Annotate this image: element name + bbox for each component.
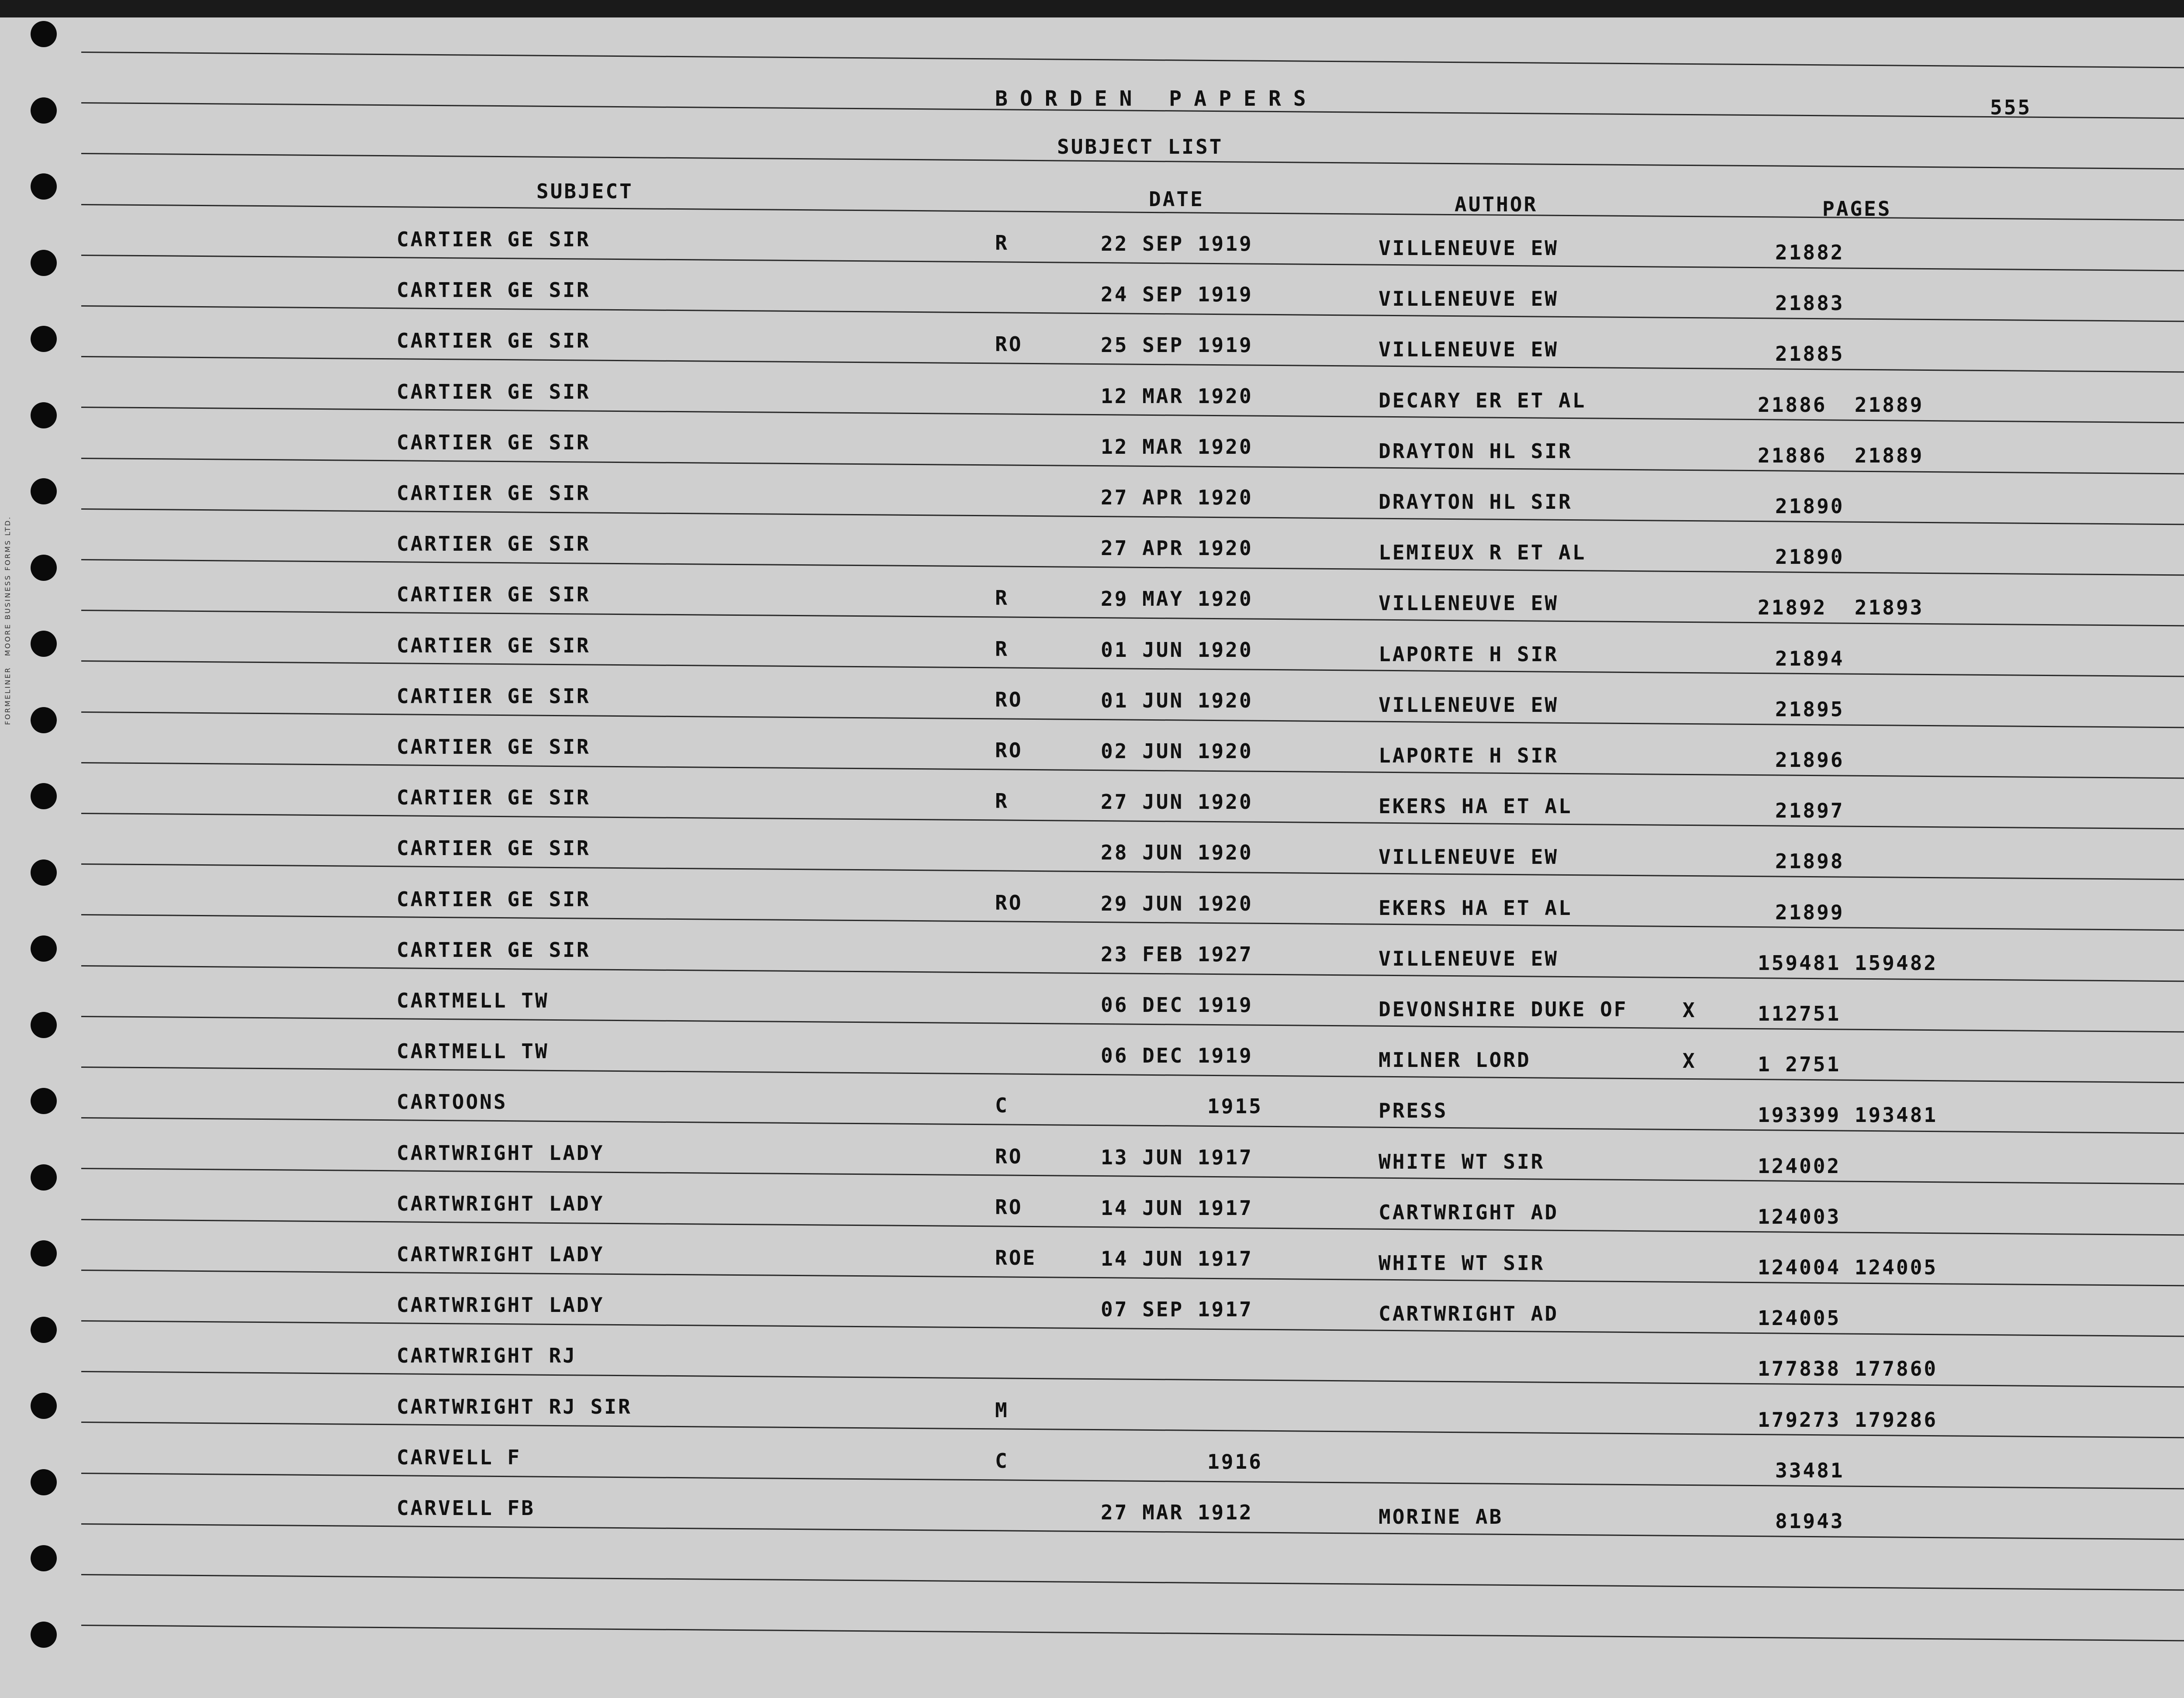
ruled-line: [81, 1574, 2184, 1591]
pages-cell: 159481 159482: [1758, 951, 1938, 975]
pages-cell: 21895: [1775, 697, 1845, 721]
subject-cell: CARVELL FB: [397, 1496, 535, 1520]
subject-cell: CARTIER GE SIR: [397, 380, 591, 404]
feed-hole: [31, 250, 57, 276]
date-cell: 29 MAY 1920: [1101, 587, 1253, 611]
subject-cell: CARTIER GE SIR: [397, 481, 591, 505]
subject-cell: CARTIER GE SIR: [397, 329, 591, 353]
date-cell: 27 MAR 1912: [1101, 1501, 1253, 1524]
subject-cell: CARTIER GE SIR: [397, 583, 591, 607]
feed-hole: [31, 1012, 57, 1038]
feed-hole: [31, 859, 57, 886]
date-cell: 22 SEP 1919: [1101, 232, 1253, 255]
list-subtitle: SUBJECT LIST: [1057, 135, 1223, 159]
pages-cell: 21890: [1775, 545, 1845, 569]
pages-cell: 81943: [1775, 1509, 1845, 1533]
feed-hole: [31, 1088, 57, 1114]
code-cell: R: [995, 637, 1009, 661]
pages-cell: 21898: [1775, 849, 1845, 873]
code-cell: M: [995, 1398, 1009, 1422]
feed-hole: [31, 1240, 57, 1267]
date-cell: 13 JUN 1917: [1101, 1145, 1253, 1169]
date-cell: 28 JUN 1920: [1101, 841, 1253, 865]
code-cell: RO: [995, 332, 1023, 356]
author-cell: VILLENEUVE EW: [1379, 287, 1559, 311]
pages-cell: 21883: [1775, 291, 1845, 315]
subject-cell: CARTIER GE SIR: [397, 430, 591, 454]
date-cell: 14 JUN 1917: [1101, 1247, 1253, 1270]
date-cell: 06 DEC 1919: [1101, 1044, 1253, 1068]
feed-hole: [31, 478, 57, 504]
column-header-author: AUTHOR: [1455, 193, 1538, 216]
subject-cell: CARTWRIGHT RJ SIR: [397, 1394, 632, 1418]
feed-hole: [31, 402, 57, 428]
page-number: 555: [1990, 96, 2032, 119]
date-cell: 27 APR 1920: [1101, 486, 1253, 509]
ruled-line: [81, 1219, 2184, 1236]
feed-hole: [31, 1317, 57, 1343]
code-cell: C: [995, 1449, 1009, 1473]
feed-hole: [31, 707, 57, 733]
flag-cell: X: [1683, 998, 1697, 1022]
author-cell: LAPORTE H SIR: [1379, 744, 1559, 767]
author-cell: CARTWRIGHT AD: [1379, 1302, 1559, 1326]
code-cell: R: [995, 586, 1009, 610]
ruled-line: [81, 1168, 2184, 1185]
date-cell: 24 SEP 1919: [1101, 283, 1253, 307]
author-cell: MILNER LORD: [1379, 1048, 1531, 1072]
date-cell: 12 MAR 1920: [1101, 435, 1253, 459]
feed-hole: [31, 1545, 57, 1571]
date-cell: 23 FEB 1927: [1101, 942, 1253, 966]
ruled-line: [81, 1066, 2184, 1084]
margin-imprint: FORMELINER MOORE BUSINESS FORMS LTD.: [3, 515, 12, 725]
pages-cell: 124004 124005: [1758, 1256, 1938, 1279]
subject-cell: CARTIER GE SIR: [397, 836, 591, 860]
ruled-line: [81, 255, 2184, 272]
subject-cell: CARVELL F: [397, 1445, 522, 1469]
ruled-line: [81, 1523, 2184, 1540]
feed-hole: [31, 97, 57, 124]
feed-hole: [31, 555, 57, 581]
date-cell: 25 SEP 1919: [1101, 333, 1253, 357]
author-cell: DRAYTON HL SIR: [1379, 490, 1572, 514]
code-cell: R: [995, 231, 1009, 255]
code-cell: R: [995, 789, 1009, 813]
author-cell: DRAYTON HL SIR: [1379, 439, 1572, 463]
pages-cell: 177838 177860: [1758, 1357, 1938, 1381]
subject-cell: CARTWRIGHT LADY: [397, 1242, 605, 1266]
date-cell: 07 SEP 1917: [1101, 1298, 1253, 1322]
pages-cell: 33481: [1775, 1458, 1845, 1482]
author-cell: VILLENEUVE EW: [1379, 845, 1559, 869]
code-cell: RO: [995, 1195, 1023, 1219]
subject-cell: CARTIER GE SIR: [397, 278, 591, 302]
date-cell: 01 JUN 1920: [1101, 688, 1253, 712]
feed-hole: [31, 631, 57, 657]
pages-cell: 112751: [1758, 1002, 1841, 1025]
author-cell: LEMIEUX R ET AL: [1379, 541, 1586, 565]
subject-cell: CARTWRIGHT LADY: [397, 1191, 605, 1215]
subject-cell: CARTIER GE SIR: [397, 684, 591, 708]
ruled-line: [81, 1016, 2184, 1033]
author-cell: LAPORTE H SIR: [1379, 642, 1559, 666]
ruled-line: [81, 1473, 2184, 1490]
ruled-line: [81, 305, 2184, 322]
author-cell: VILLENEUVE EW: [1379, 591, 1559, 615]
author-cell: VILLENEUVE EW: [1379, 693, 1559, 717]
ruled-line: [81, 762, 2184, 779]
author-cell: MORINE AB: [1379, 1505, 1503, 1529]
subject-cell: CARTIER GE SIR: [397, 938, 591, 962]
code-cell: C: [995, 1094, 1009, 1118]
ruled-line: [81, 914, 2184, 931]
ruled-line: [81, 813, 2184, 830]
pages-cell: 21882: [1775, 241, 1845, 264]
feed-hole: [31, 1469, 57, 1495]
feed-hole: [31, 21, 57, 47]
author-cell: EKERS HA ET AL: [1379, 896, 1572, 920]
feed-hole: [31, 1393, 57, 1419]
author-cell: DEVONSHIRE DUKE OF: [1379, 997, 1628, 1021]
pages-cell: 21886 21889: [1758, 443, 1924, 467]
subject-cell: CARTMELL TW: [397, 1039, 549, 1063]
pages-cell: 179273 179286: [1758, 1408, 1938, 1432]
feed-hole: [31, 783, 57, 809]
ruled-line: [81, 559, 2184, 576]
pages-cell: 124002: [1758, 1154, 1841, 1178]
code-cell: ROE: [995, 1246, 1037, 1270]
author-cell: WHITE WT SIR: [1379, 1149, 1545, 1173]
ruled-line: [81, 1320, 2184, 1337]
subject-cell: CARTIER GE SIR: [397, 786, 591, 810]
pages-cell: 1 2751: [1758, 1053, 1841, 1077]
ruled-line: [81, 508, 2184, 525]
code-cell: RO: [995, 1144, 1023, 1168]
date-cell: 27 JUN 1920: [1101, 790, 1253, 814]
pages-cell: 21885: [1775, 342, 1845, 366]
ruled-line: [81, 1625, 2184, 1642]
printout-sheet: [0, 17, 2184, 1698]
feed-hole: [31, 1164, 57, 1191]
pages-cell: 124005: [1758, 1306, 1841, 1330]
ruled-line: [81, 660, 2184, 677]
author-cell: DECARY ER ET AL: [1379, 388, 1586, 412]
date-cell: 29 JUN 1920: [1101, 891, 1253, 915]
ruled-line: [81, 711, 2184, 728]
subject-cell: CARTWRIGHT RJ: [397, 1344, 577, 1368]
date-cell: 02 JUN 1920: [1101, 739, 1253, 763]
column-header-date: DATE: [1149, 187, 1204, 211]
pages-cell: 21896: [1775, 748, 1845, 772]
pages-cell: 21886 21889: [1758, 393, 1924, 417]
pages-cell: 21894: [1775, 646, 1845, 670]
subject-cell: CARTWRIGHT LADY: [397, 1141, 605, 1165]
column-header-subject: SUBJECT: [536, 179, 633, 203]
subject-cell: CARTIER GE SIR: [397, 887, 591, 911]
ruled-line: [81, 863, 2184, 880]
author-cell: PRESS: [1379, 1099, 1448, 1123]
code-cell: RO: [995, 687, 1023, 711]
author-cell: EKERS HA ET AL: [1379, 794, 1572, 818]
feed-hole: [31, 326, 57, 352]
date-cell: 06 DEC 1919: [1101, 993, 1253, 1017]
pages-cell: 21890: [1775, 494, 1845, 518]
author-cell: WHITE WT SIR: [1379, 1251, 1545, 1275]
author-cell: VILLENEUVE EW: [1379, 946, 1559, 970]
feed-hole: [31, 1622, 57, 1648]
date-cell: 1915: [1207, 1094, 1263, 1118]
subject-cell: CARTIER GE SIR: [397, 532, 591, 556]
author-cell: VILLENEUVE EW: [1379, 338, 1559, 362]
flag-cell: X: [1683, 1049, 1697, 1073]
ruled-line: [81, 356, 2184, 373]
subject-cell: CARTIER GE SIR: [397, 633, 591, 657]
feed-hole: [31, 173, 57, 200]
subject-cell: CARTOONS: [397, 1090, 508, 1114]
date-cell: 27 APR 1920: [1101, 536, 1253, 560]
author-cell: CARTWRIGHT AD: [1379, 1200, 1559, 1224]
pages-cell: 193399 193481: [1758, 1103, 1938, 1127]
ruled-line: [81, 52, 2184, 69]
pages-cell: 21897: [1775, 799, 1845, 823]
column-header-pages: PAGES: [1822, 197, 1892, 221]
document-title: BORDEN PAPERS: [995, 86, 1318, 111]
subject-cell: CARTIER GE SIR: [397, 735, 591, 759]
pages-cell: 21892 21893: [1758, 596, 1924, 620]
date-cell: 12 MAR 1920: [1101, 384, 1253, 408]
pages-cell: 124003: [1758, 1204, 1841, 1229]
pages-cell: 21899: [1775, 900, 1845, 924]
date-cell: 01 JUN 1920: [1101, 638, 1253, 662]
date-cell: 1916: [1207, 1450, 1263, 1474]
code-cell: RO: [995, 739, 1023, 762]
date-cell: 14 JUN 1917: [1101, 1196, 1253, 1220]
subject-cell: CARTIER GE SIR: [397, 228, 591, 251]
subject-cell: CARTMELL TW: [397, 989, 549, 1012]
code-cell: RO: [995, 890, 1023, 915]
author-cell: VILLENEUVE EW: [1379, 236, 1559, 260]
feed-hole: [31, 935, 57, 962]
subject-cell: CARTWRIGHT LADY: [397, 1293, 605, 1317]
